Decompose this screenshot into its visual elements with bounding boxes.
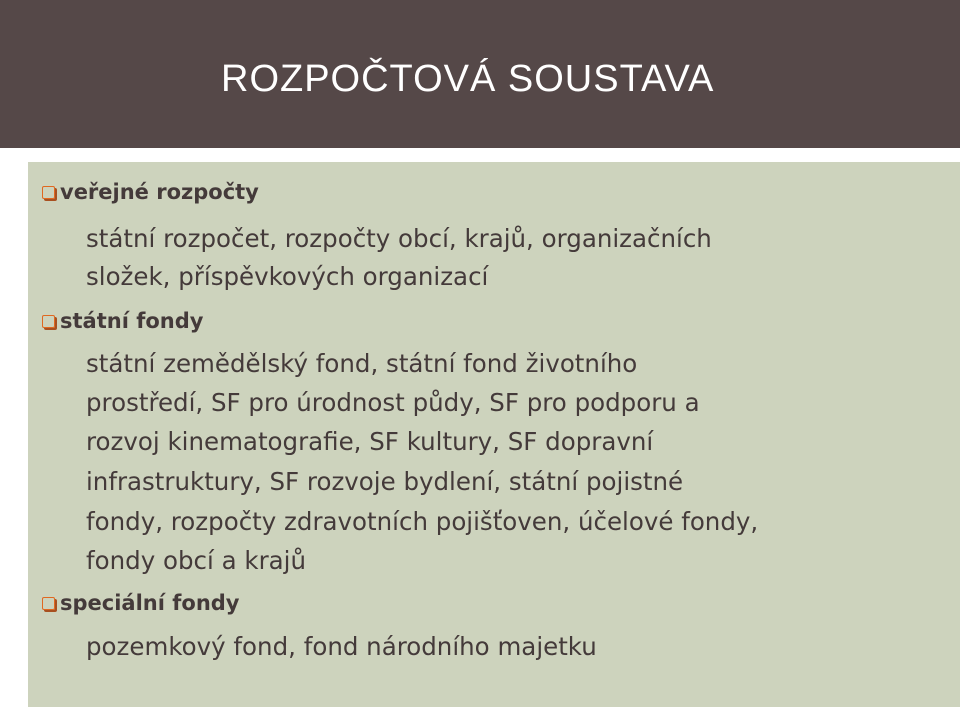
section-heading-label: státní fondy <box>60 309 204 333</box>
section-heading-statni-fondy <box>42 309 203 333</box>
section-line: prostředí, SF pro úrodnost půdy, SF pro podporu a <box>86 388 700 417</box>
checkbox-bullet-icon <box>42 597 55 610</box>
section-heading-specialni-fondy <box>42 591 239 615</box>
section-line: složek, příspěvkových organizací <box>86 262 489 291</box>
section-line: státní zemědělský fond, státní fond životního <box>86 349 638 378</box>
section-line: fondy obcí a krajů <box>86 546 306 575</box>
checkbox-bullet-icon <box>42 315 55 328</box>
section-line: pozemkový fond, fond národního majetku <box>86 632 597 661</box>
checkbox-bullet-icon <box>42 186 55 199</box>
section-line: infrastruktury, SF rozvoje bydlení, státní pojistné <box>86 467 684 496</box>
content-panel <box>28 162 960 707</box>
section-heading-label: speciální fondy <box>60 591 240 615</box>
title-bar <box>0 0 960 148</box>
section-heading-label: veřejné rozpočty <box>60 180 259 204</box>
slide-title: ROZPOČTOVÁ SOUSTAVA <box>221 58 715 100</box>
section-heading-verejne-rozpocty <box>42 180 259 204</box>
section-line: fondy, rozpočty zdravotních pojišťoven, účelové fondy, <box>86 507 759 536</box>
section-line: rozvoj kinematografie, SF kultury, SF dopravní <box>86 427 654 456</box>
section-line: státní rozpočet, rozpočty obcí, krajů, organizačních <box>86 224 712 253</box>
